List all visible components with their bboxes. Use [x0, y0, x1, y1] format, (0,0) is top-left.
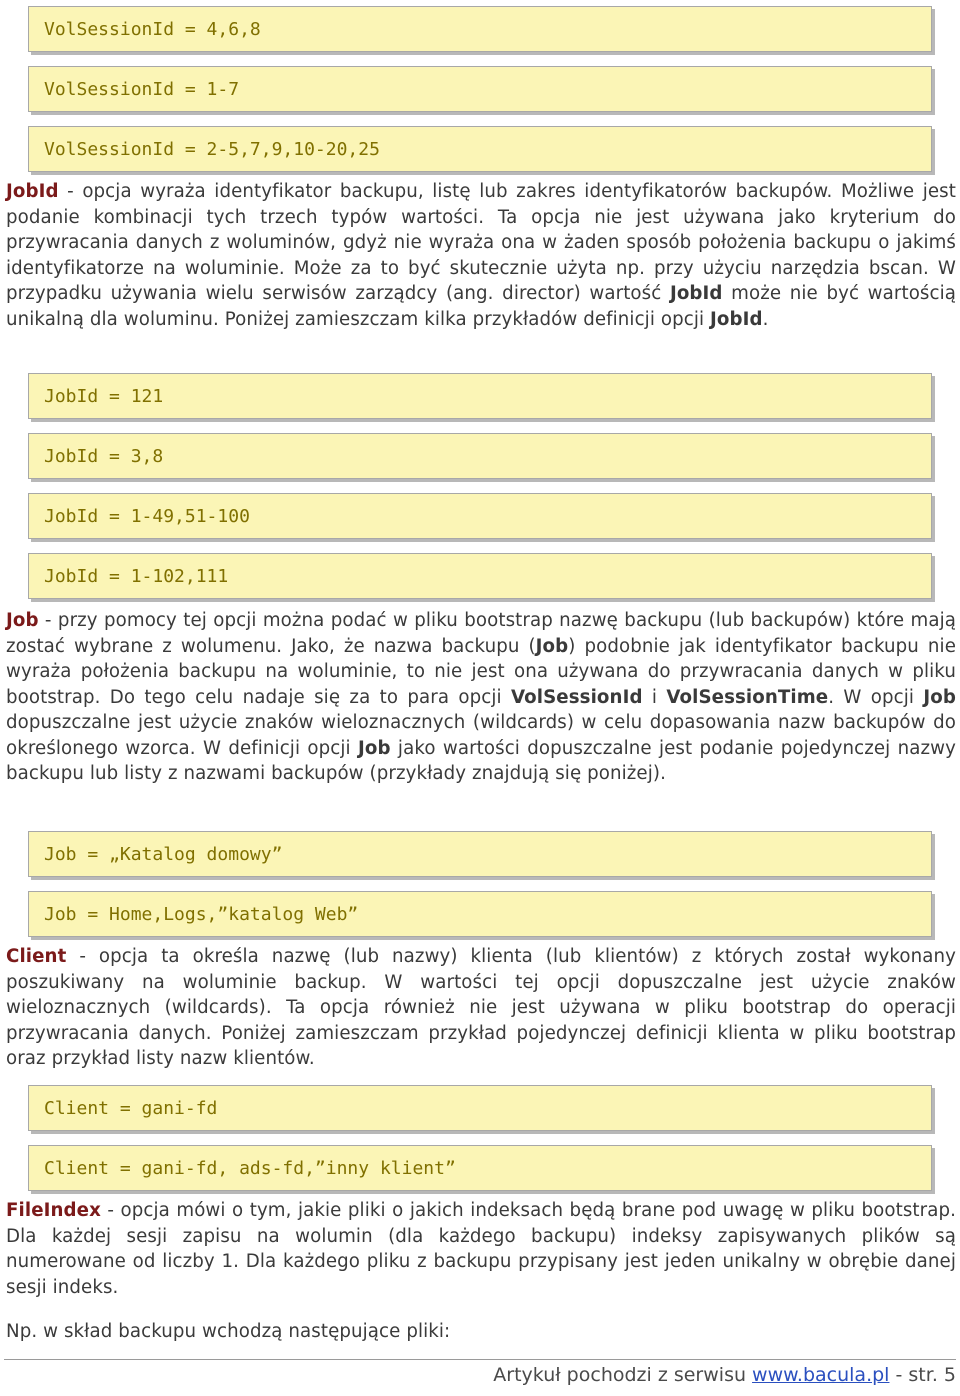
code-example-job-2: Job = Home,Logs,”katalog Web”: [28, 891, 932, 937]
code-example-client-1: Client = gani-fd: [28, 1085, 932, 1131]
code-example-job-1: Job = „Katalog domowy”: [28, 831, 932, 877]
code-example-volsessionid-2: VolSessionId = 1-7: [28, 66, 932, 112]
paragraph-jobid: JobId - opcja wyraża identyfikator backupu, listę lub zakres identyfikatorów backupów. Możliwe jest podanie kombinacji tych trzech typów wartości. Ta opcja nie jest używana jako kryterium do przywracania danych z woluminów, gdyż nie wyraża ona w żaden sposób położenia backupu o jakimś identyfikatorze na woluminie. Może za to być skutecznie użyta np. przy użyciu narzędzia bscan. W przypadku używania wielu serwisów zarządcy (ang. director) wartość JobId może nie być wartością unikalną dla woluminu. Poniżej zamieszczam kilka przykładów definicji opcji JobId.: [6, 181, 956, 330]
code-example-volsessionid-1: VolSessionId = 4,6,8: [28, 6, 932, 52]
footer-divider: [4, 1359, 956, 1360]
code-example-jobid-4: JobId = 1-102,111: [28, 553, 932, 599]
term-client: Client: [6, 946, 67, 967]
code-example-client-2: Client = gani-fd, ads-fd,”inny klient”: [28, 1145, 932, 1191]
footer-link[interactable]: www.bacula.pl: [752, 1364, 890, 1386]
paragraph-fileindex: FileIndex - opcja mówi o tym, jakie pliki o jakich indeksach będą brane pod uwagę w pliku bootstrap. Dla każdej sesji zapisu na wolumin (dla każdego backupu) indeksy zapisywanych plików są numerowane od liczby 1. Dla każdego pliku z backupu przypisany jest jeden unikalny w obrębie danej sesji indeks.: [6, 1200, 956, 1298]
term-jobid: JobId: [6, 181, 59, 202]
code-example-jobid-1: JobId = 121: [28, 373, 932, 419]
term-job: Job: [6, 610, 39, 631]
page-footer: Artykuł pochodzi z serwisu www.bacula.pl - str. 5: [493, 1364, 956, 1386]
code-example-volsessionid-3: VolSessionId = 2-5,7,9,10-20,25: [28, 126, 932, 172]
paragraph-np: Np. w skład backupu wchodzą następujące pliki:: [6, 1321, 451, 1342]
paragraph-job: Job - przy pomocy tej opcji można podać w pliku bootstrap nazwę backupu (lub backupów) które mają zostać wybrane z wolumenu. Jako, że nazwa backupu (Job) podobnie jak identyfikator backupu nie wyraża położenia backupu na woluminie, to nie jest ona używana do przywracania danych w pliku bootstrap. Do tego celu nadaje się za to para opcji VolSessionId i VolSessionTime. W opcji Job dopuszczalne jest użycie znaków wieloznacznych (wildcards) w celu dopasowania nazw backupów do określonego wzorca. W definicji opcji Job jako wartości dopuszczalne jest podanie pojedynczej nazwy backupu lub listy z nazwami backupów (przykłady znajdują się poniżej).: [6, 610, 956, 784]
term-fileindex: FileIndex: [6, 1200, 101, 1221]
code-example-jobid-3: JobId = 1-49,51-100: [28, 493, 932, 539]
paragraph-client: Client - opcja ta określa nazwę (lub nazwy) klienta (lub klientów) z których został wykonany poszukiwany na woluminie backup. W wartości tej opcji dopuszczalne jest użycie znaków wieloznacznych (wildcards). Ta opcja również nie jest używana w pliku bootstrap do operacji przywracania danych. Poniżej zamieszczam przykład pojedynczej definicji klienta w pliku bootstrap oraz przykład listy nazw klientów.: [6, 946, 956, 1069]
code-example-jobid-2: JobId = 3,8: [28, 433, 932, 479]
